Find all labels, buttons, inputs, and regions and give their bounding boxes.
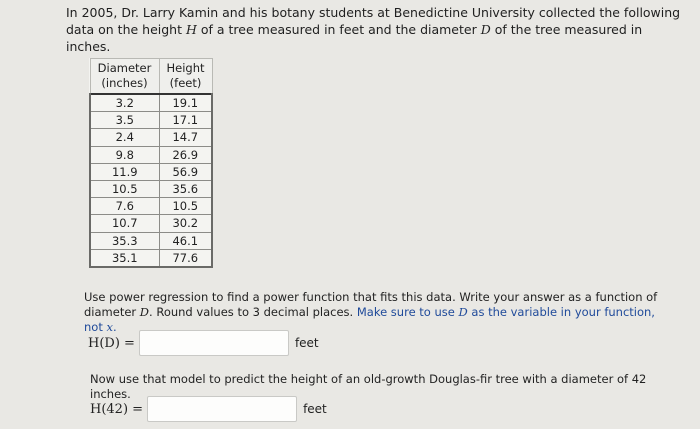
- height-cell: 77.6: [159, 249, 212, 267]
- diameter-cell: 2.4: [90, 129, 159, 146]
- diameter-cell: 35.1: [90, 249, 159, 267]
- h42-unit-label: feet: [303, 402, 327, 416]
- h42-label: H(42) =: [90, 401, 144, 417]
- table-row: [90, 232, 212, 249]
- hd-label: H(D) =: [88, 335, 135, 351]
- question-2: Now use that model to predict the height of an old-growth Douglas-fir tree with a diameter of 42 inches.: [90, 372, 647, 401]
- variable-d: D: [139, 305, 150, 319]
- height-cell: 17.1: [159, 112, 212, 129]
- h42-answer-input[interactable]: [147, 396, 297, 422]
- intro-text-1: In 2005, Dr. Larry Kamin and his botany students at Benedictine University collected the following data on the height: [66, 5, 681, 37]
- table-row: [90, 94, 212, 112]
- diameter-cell: 10.5: [90, 180, 159, 197]
- variable-d: D: [480, 22, 491, 37]
- diameter-cell: 10.7: [90, 215, 159, 232]
- height-cell: 26.9: [159, 146, 212, 163]
- table-row: [90, 215, 212, 232]
- instructions-text-1: Use power regression to find a power function that fits this data. Write your answer as a function of diameter: [84, 290, 658, 319]
- height-cell: 10.5: [159, 198, 212, 215]
- diameter-cell: 11.9: [90, 163, 159, 180]
- hd-unit-label: feet: [294, 336, 319, 350]
- table-row: [90, 180, 212, 197]
- variable-h: H: [185, 22, 197, 37]
- height-cell: 30.2: [159, 215, 212, 232]
- intro-text-2: of a tree measured in feet and the diameter: [196, 22, 481, 37]
- header-height: Height (feet): [159, 59, 212, 95]
- instructions-text-2: . Round values to 3 decimal places.: [149, 305, 357, 319]
- diameter-cell: 3.5: [90, 112, 159, 129]
- diameter-cell: 9.8: [90, 146, 159, 163]
- table-row: [90, 249, 212, 267]
- intro-text-3: of the tree measured in inches.: [66, 22, 643, 54]
- diameter-cell: 3.2: [90, 94, 159, 112]
- table-row: [90, 112, 212, 129]
- diameter-cell: 7.6: [90, 198, 159, 215]
- data-table: [89, 58, 213, 268]
- table-row: [90, 146, 212, 163]
- table-row: [90, 163, 212, 180]
- problem-intro: [66, 4, 686, 55]
- answer1-row: [88, 330, 319, 356]
- table-header-row: [90, 59, 212, 95]
- diameter-cell: 35.3: [90, 232, 159, 249]
- table-row: [90, 129, 212, 146]
- height-cell: 35.6: [159, 180, 212, 197]
- height-cell: 56.9: [159, 163, 212, 180]
- height-cell: 14.7: [159, 129, 212, 146]
- hd-answer-input[interactable]: [139, 330, 289, 356]
- variable-hint: Make sure to use D as the variable in your function, not x.: [84, 305, 655, 334]
- answer2-row: [90, 396, 327, 422]
- header-diameter: Diameter (inches): [90, 59, 159, 95]
- height-cell: 19.1: [159, 94, 212, 112]
- instructions: [84, 290, 674, 335]
- height-cell: 46.1: [159, 232, 212, 249]
- table-row: [90, 198, 212, 215]
